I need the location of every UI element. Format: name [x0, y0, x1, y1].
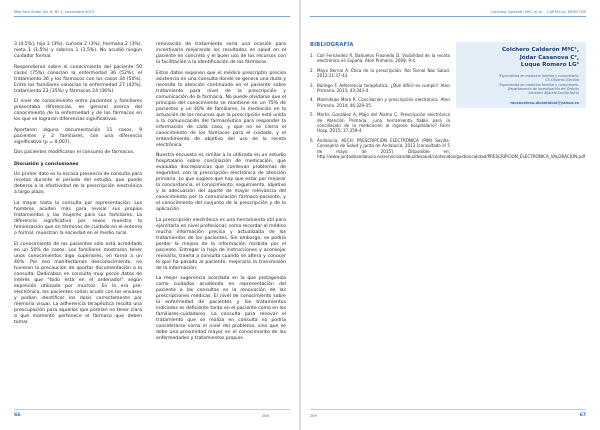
footer-rule-right	[310, 409, 586, 410]
affiliation-line: ¹Especialista en medicina familiar y comunitaria.	[498, 73, 579, 78]
footer-rule-left	[14, 409, 290, 410]
paragraph: Nuestra encuesta es similar a la utilizada en un estudio hospitalario sobre conciliación de medicación, que evaluaba discrepancias que conllevan problemas de seguridad, con la prescripción electrónica de atención primaria. Lo que sugiere que hay que estar por mejorar la concordancia, el conocimiento, seguimiento, objetivo y la adecuación del aporte de mayor relevancia del conocimiento por la comunicación fármaco-paciente, y el conocimiento del conjunto de la prescripción y de la aplicación.	[156, 153, 286, 213]
affiliation-line: Sanitario Aljarafe-Sevilla Norte	[528, 91, 579, 96]
contact-email[interactable]: mconceicao.dlcamidcal@yahoo.es	[510, 100, 579, 105]
section-heading-discusion: Discusión y conclusiones	[14, 162, 79, 168]
paragraph: El conocimiento de los pacientes sólo está acreditado en un 50% de casos. Los familiares mostraron tener unos conocimientos algo superiores, en torno a un 40%. Por eso manifestamos desconocimiento, no tuvieron la precaución de aportar documentación a la consulta. Dedicaban en consulta muy pocos datos de interés que "todo está en el ordenador" según expresión utilizada por muchos. En la era pre-electrónica, los pacientes solían acudir con los envases y podían identificar los dosis correctamente por memoria visual. La adherencia terapéutica resulta una preocupación para aquellos que podrían no tener clara a qué momento pertenece el fármaco que deben tomar.	[14, 241, 142, 325]
reference-item: 4. Madridejos Mora R. Conciliación y prescripción electrónica. Aten Primaria. 2014; 46:329-35.	[310, 97, 450, 108]
page-number-left-inner: 268	[262, 414, 269, 418]
affiliation-line: ²Especialista en medicina familiar y comunitaria.	[498, 82, 579, 87]
author-name: Jódar Casanova C²,	[519, 54, 579, 61]
paragraph: Dos pacientes modificaron el consumo de fármacos.	[14, 150, 135, 156]
affiliation-line: CS Olivares (Sevilla)	[545, 78, 579, 83]
running-head-left: Med Fam Andal Vol. 8, Nº 3, noviembre 2015	[14, 10, 95, 14]
paragraph: Un primer dato es la escasa presencia de consulta para recetas durante el periodo del estudio, que puede deberse a la efectividad de la prescripción electrónica a largo plazo.	[14, 172, 143, 196]
author-info-box	[456, 42, 586, 108]
paragraph: La mejor sugerencia acordada en la que protagoniza como cuidados acudiendo en representación del paciente a las consultas es la renovación de las prescripciones médicas. El nivel de conocimiento sobre la enfermedad de pacientes y los tratamientos indicados es deficiente tanto en el paciente como en los familiares-cuidadores. La consulta para renovar el tratamiento que se realiza en consulta no podría considerarse como el nivel del problema, sino que se debe una proximidad mayor en el conocimiento de las enfermedades y tratamientos propios.	[156, 276, 286, 342]
paragraph: Aportaron alguna documentación 11 casos, 9 pacientes y 2 familiares, con una diferencia significativa (p = 0,007).	[14, 127, 142, 145]
page-number-right-inner: 269	[310, 414, 317, 418]
header-rule-right	[310, 16, 586, 17]
reference-item: 6. Andalucía, AECH. PRESCRIPCIÓN ELECTRÓNICA (PIM) Sevilla: Consejería de Salud y Junta de Andalucía; 2013 [consultado el 5 de mayo de 2015]. Disponible en: http://www.juntadeandalucia.es/servicioandaluzdesalud/contenidos/gestioncalidad/PRESCRIPCION_ELECTRONICA_VALORACION.pdf	[310, 137, 586, 160]
paragraph: El nivel de conocimiento entre pacientes y familiares presentaba diferencias, en general acerca del conocimiento de la enfermedad y de los fármacos en los que se lograron diferencias significativas.	[14, 99, 142, 123]
reference-item: 3. Bariego F. Adherencia terapéutica. ¿Qué difícil es cumplir! Aten Primaria. 2013; 43:343-4.	[310, 82, 450, 94]
reference-item: 5. Martín González A, Majo del Álamo C. Prescripción electrónica de Atención Primaria, ¿una herramienta fiable para la conciliación de la medicación al ingreso hospitalario? Farm Hosp. 2015; 37:359-4.	[310, 112, 450, 134]
reference-item: 2. Mayo Bernal A. Ética de la prescripción. Rol Tecnol Nac Salud. 2012;11:37-43.	[310, 67, 450, 79]
page-number-right: 67	[579, 413, 586, 418]
paragraph: Estos datos exponen que el médico prescriptor precisa asistencia en una consulta donde se genera una duda y necesita la atención continuada en el paciente sobre tratamiento para nivel de la prescripción y comunicación de la farmacia. No puede olvidarse que el principio del conocimiento se mantiene en un 75% de pacientes y un 40% de familiares, la mediación en la actuación de los recursos que la prescripción está unida a la comunicación del farmacéutico para responder la información de cada caso, y que no se cierra el conocimiento de los fármacos para el cuidado, y el entendimiento de objetivo del uso de la receta electrónica.	[156, 70, 286, 148]
bibliography-heading: BIBLIOGRAFÍA	[310, 42, 354, 48]
page-number-left: 66	[14, 413, 21, 418]
running-head-right: Colchero Calderón MªC, et al. - CARTAS AL DIRECTOR	[490, 10, 586, 14]
author-names	[463, 47, 579, 70]
left-page-column-1	[14, 42, 142, 330]
paragraph: La mayor tasta la consulta por representación. Los hombres acuden más para revisar sus propios tratamientos y las mujeres para sus familiares. La diferencia significativa por sexos muestra la feminización que en términos de cuidado en el entorno o formal, muestran la sociedad en el medio rural.	[14, 200, 142, 236]
affiliation-line: Departamento de investigación del Distrito	[507, 87, 579, 91]
author-name: Colchero Calderón MªC¹,	[501, 47, 579, 53]
paragraph: renovación de tratamiento sería una ocasión para incentivarla mejorando los resultados en salud en el paciente en concreto y el buen uso de los recursos con la facilitación a la identificación de los fármacos.	[156, 42, 286, 65]
paragraph: Respondieron sobre el conocimiento del paciente 50 casos (75%) conocían la enfermedad 36 (52%), el tratamiento 36 y los fármacos con los casos 34 (50%). Entre los familiares conocían la enfermedad 27 (42%), tratamiento 23 (35%) y fármacos 24 (36%).	[14, 64, 142, 94]
reference-item: 1. Coll Fernández R, Bañuelos Frasnedo D. Visibilidad de la receta electrónica en España. Aten Primaria. 2008; 9:4.	[310, 53, 450, 64]
paragraph: La prescripción electrónica es una herramienta útil para ejercitarla en nivel profesional, como recordar al médico mucha información precisa y actualizada de los tratamientos de los pacientes. Sin embargo, se podría perder la mejora de la información recibida por el paciente. Entregar la hoja de instrucciones y aconsejar revisarla, traerla a consulta cuando se altera y conocer lo que ha pasado al paciente, mejoraría la transmisión de la información.	[156, 217, 286, 271]
author-affiliations	[463, 74, 579, 96]
left-page-column-2	[156, 42, 286, 347]
author-name: Luque Romero LG³	[520, 62, 579, 69]
header-rule-left	[14, 16, 290, 17]
paragraph: 3 (4,5%), hijo 2 (3%), cuñada 2 (3%), hermana 2 (3%), nieta 1 (1,5%) y sobrina 1 (1,5%). No acudió ningún cuidador formal.	[14, 42, 142, 59]
